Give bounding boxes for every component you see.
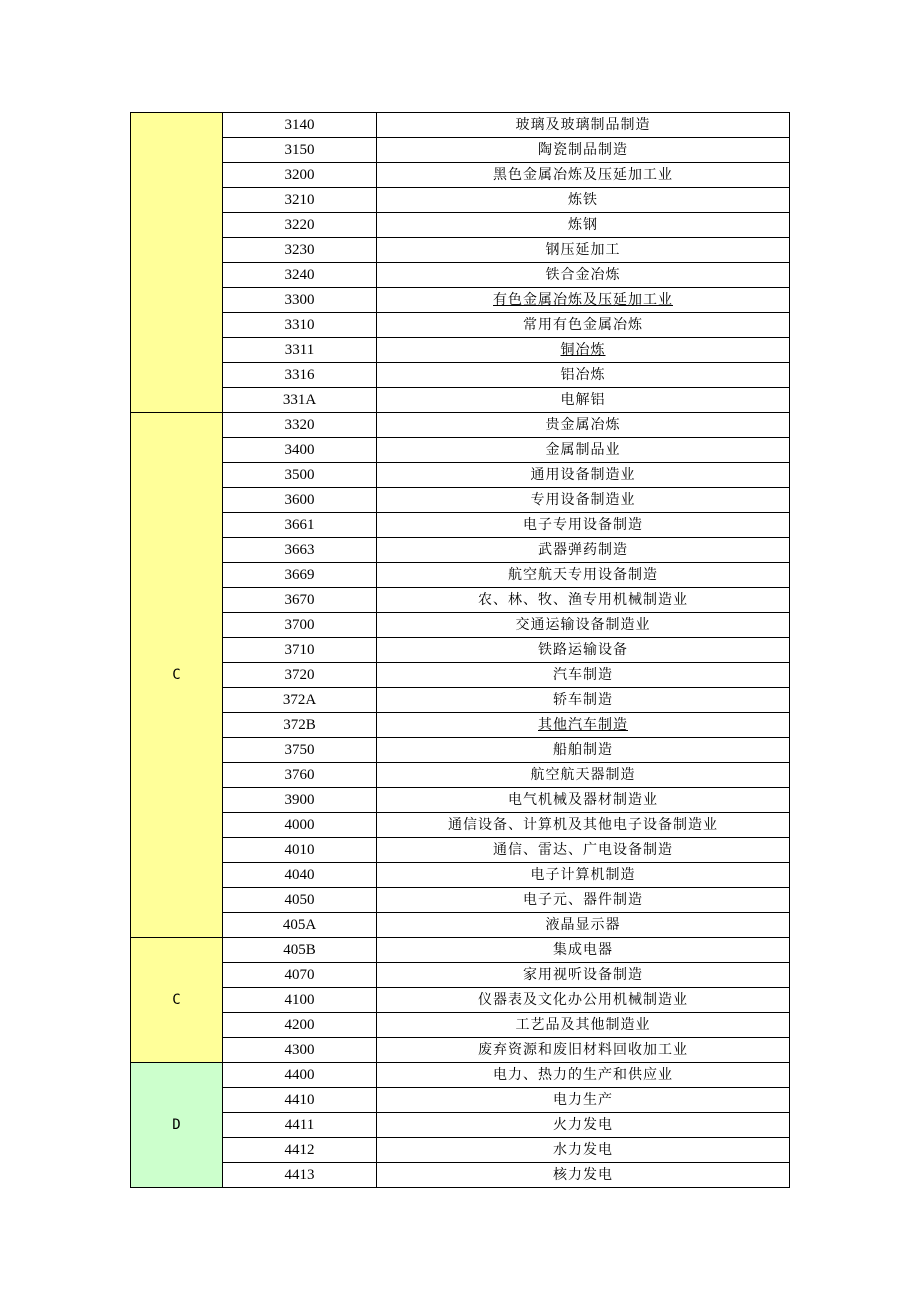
industry-code-cell: 405A: [223, 913, 377, 938]
industry-name-cell: [377, 213, 790, 238]
industry-name-text: 航空航天专用设备制造: [508, 567, 658, 583]
industry-name-cell: [377, 388, 790, 413]
industry-name-text: 航空航天器制造: [530, 767, 636, 783]
industry-name-cell: [377, 588, 790, 613]
industry-name-cell: [377, 1163, 790, 1188]
industry-code-cell: 3140: [223, 113, 377, 138]
table-row: [131, 613, 790, 638]
industry-code-cell: 4050: [223, 888, 377, 913]
industry-name-text: 钢压延加工: [545, 242, 621, 258]
industry-code-cell: 4200: [223, 1013, 377, 1038]
industry-name-cell: [377, 563, 790, 588]
industry-name-cell: [377, 963, 790, 988]
industry-name-text: 水力发电: [553, 1142, 613, 1158]
industry-name-text: 金属制品业: [545, 442, 621, 458]
industry-name-cell: [377, 113, 790, 138]
industry-name-cell: [377, 288, 790, 313]
industry-code-cell: 4400: [223, 1063, 377, 1088]
table-row: [131, 263, 790, 288]
table-row: [131, 413, 790, 438]
industry-name-text: 工艺品及其他制造业: [515, 1017, 651, 1033]
industry-name-cell: [377, 713, 790, 738]
industry-name-text: 汽车制造: [553, 667, 613, 683]
industry-name-cell: [377, 788, 790, 813]
industry-name-cell: [377, 138, 790, 163]
table-row: [131, 713, 790, 738]
industry-name-text: 通用设备制造业: [530, 467, 636, 483]
table-row: [131, 738, 790, 763]
industry-code-cell: 372B: [223, 713, 377, 738]
table-row: [131, 463, 790, 488]
industry-name-text: 船舶制造: [553, 742, 613, 758]
industry-name-cell: [377, 1013, 790, 1038]
industry-name-text: 电解铝: [560, 392, 606, 408]
industry-name-cell: [377, 1063, 790, 1088]
industry-name-cell: [377, 413, 790, 438]
industry-name-cell: [377, 938, 790, 963]
industry-code-cell: 4070: [223, 963, 377, 988]
industry-name-cell: [377, 1038, 790, 1063]
industry-name-text: 常用有色金属冶炼: [523, 317, 643, 333]
industry-name-cell: [377, 463, 790, 488]
industry-name-text: 电子专用设备制造: [523, 517, 643, 533]
industry-code-cell: 3669: [223, 563, 377, 588]
table-row: [131, 488, 790, 513]
industry-name-text: 核力发电: [553, 1167, 613, 1183]
industry-name-cell: [377, 838, 790, 863]
industry-code-cell: 4410: [223, 1088, 377, 1113]
industry-name-text: 农、林、牧、渔专用机械制造业: [478, 592, 688, 608]
industry-code-cell: 405B: [223, 938, 377, 963]
table-row: [131, 138, 790, 163]
table-row: [131, 1163, 790, 1188]
industry-name-cell: [377, 438, 790, 463]
table-row: [131, 163, 790, 188]
industry-code-cell: 3400: [223, 438, 377, 463]
industry-code-cell: 3240: [223, 263, 377, 288]
industry-name-text: 轿车制造: [553, 692, 613, 708]
industry-name-text: 玻璃及玻璃制品制造: [515, 117, 651, 133]
industry-name-cell: [377, 313, 790, 338]
industry-code-cell: 3320: [223, 413, 377, 438]
industry-code-cell: 3230: [223, 238, 377, 263]
section-category-cell: C: [131, 413, 223, 938]
table-row: [131, 388, 790, 413]
industry-code-cell: 3720: [223, 663, 377, 688]
table-row: [131, 1038, 790, 1063]
industry-name-text: 其他汽车制造: [538, 717, 628, 733]
industry-name-cell: [377, 763, 790, 788]
industry-name-text: 通信、雷达、广电设备制造: [493, 842, 673, 858]
table-row: [131, 938, 790, 963]
industry-name-cell: [377, 1113, 790, 1138]
industry-name-text: 电气机械及器材制造业: [508, 792, 658, 808]
industry-code-cell: 3500: [223, 463, 377, 488]
industry-name-cell: [377, 1138, 790, 1163]
section-category-cell: [131, 113, 223, 413]
industry-name-text: 电子元、器件制造: [523, 892, 643, 908]
industry-name-text: 液晶显示器: [545, 917, 621, 933]
industry-code-cell: 3210: [223, 188, 377, 213]
industry-name-cell: [377, 488, 790, 513]
industry-name-text: 交通运输设备制造业: [515, 617, 651, 633]
industry-name-text: 炼铁: [568, 192, 598, 208]
industry-code-cell: 3670: [223, 588, 377, 613]
industry-name-text: 铜冶炼: [560, 342, 606, 358]
industry-code-cell: 4300: [223, 1038, 377, 1063]
industry-name-text: 贵金属冶炼: [545, 417, 621, 433]
table-row: [131, 813, 790, 838]
table-row: [131, 863, 790, 888]
industry-name-cell: [377, 688, 790, 713]
table-row: [131, 213, 790, 238]
industry-name-cell: [377, 638, 790, 663]
section-category-cell: D: [131, 1063, 223, 1188]
table-row: [131, 363, 790, 388]
table-row: [131, 913, 790, 938]
industry-code-cell: 3220: [223, 213, 377, 238]
industry-code-cell: 3150: [223, 138, 377, 163]
table-body: [131, 113, 790, 1188]
industry-code-cell: 3710: [223, 638, 377, 663]
industry-code-cell: 4412: [223, 1138, 377, 1163]
industry-name-cell: [377, 513, 790, 538]
industry-name-cell: [377, 663, 790, 688]
industry-code-cell: 3311: [223, 338, 377, 363]
industry-code-cell: 3310: [223, 313, 377, 338]
industry-name-cell: [377, 363, 790, 388]
industry-code-cell: 4010: [223, 838, 377, 863]
table-row: [131, 1138, 790, 1163]
industry-name-text: 铝冶炼: [560, 367, 606, 383]
table-row: [131, 588, 790, 613]
industry-name-text: 专用设备制造业: [530, 492, 636, 508]
industry-name-text: 电力、热力的生产和供应业: [493, 1067, 673, 1083]
table-row: [131, 113, 790, 138]
industry-code-cell: 3900: [223, 788, 377, 813]
industry-name-text: 电力生产: [553, 1092, 613, 1108]
table-row: [131, 313, 790, 338]
table-row: [131, 688, 790, 713]
table-row: [131, 1113, 790, 1138]
table-row: [131, 788, 790, 813]
table-row: [131, 988, 790, 1013]
industry-name-cell: [377, 863, 790, 888]
section-category-cell: C: [131, 938, 223, 1063]
table-row: [131, 538, 790, 563]
industry-name-cell: [377, 813, 790, 838]
industry-name-cell: [377, 913, 790, 938]
industry-name-text: 废弃资源和废旧材料回收加工业: [478, 1042, 688, 1058]
industry-code-cell: 3760: [223, 763, 377, 788]
industry-code-cell: 3700: [223, 613, 377, 638]
industry-name-text: 火力发电: [553, 1117, 613, 1133]
table-row: [131, 963, 790, 988]
industry-code-cell: 3750: [223, 738, 377, 763]
industry-name-cell: [377, 338, 790, 363]
industry-code-cell: 4040: [223, 863, 377, 888]
table-row: [131, 663, 790, 688]
industry-name-cell: [377, 1088, 790, 1113]
industry-name-text: 集成电器: [553, 942, 613, 958]
industry-code-cell: 3300: [223, 288, 377, 313]
table-row: [131, 288, 790, 313]
table-row: [131, 238, 790, 263]
industry-code-cell: 4411: [223, 1113, 377, 1138]
industry-code-cell: 3600: [223, 488, 377, 513]
table-row: [131, 888, 790, 913]
industry-name-text: 黑色金属冶炼及压延加工业: [493, 167, 673, 183]
industry-code-cell: 4100: [223, 988, 377, 1013]
industry-name-text: 仪器表及文化办公用机械制造业: [478, 992, 688, 1008]
industry-name-text: 武器弹药制造: [538, 542, 628, 558]
industry-name-cell: [377, 188, 790, 213]
industry-name-cell: [377, 163, 790, 188]
table-row: [131, 1088, 790, 1113]
industry-code-cell: 3661: [223, 513, 377, 538]
industry-name-cell: [377, 263, 790, 288]
table-row: [131, 563, 790, 588]
industry-name-text: 炼钢: [568, 217, 598, 233]
industry-name-text: 铁路运输设备: [538, 642, 628, 658]
table-row: [131, 1013, 790, 1038]
industry-code-cell: 3316: [223, 363, 377, 388]
industry-name-text: 陶瓷制品制造: [538, 142, 628, 158]
industry-name-cell: [377, 888, 790, 913]
table-row: [131, 513, 790, 538]
table-row: [131, 438, 790, 463]
table-row: [131, 838, 790, 863]
industry-code-cell: 4413: [223, 1163, 377, 1188]
industry-name-cell: [377, 238, 790, 263]
industry-name-text: 有色金属冶炼及压延加工业: [493, 292, 673, 308]
industry-code-table: [130, 112, 790, 1188]
industry-name-text: 电子计算机制造: [530, 867, 636, 883]
industry-code-cell: 4000: [223, 813, 377, 838]
industry-code-cell: 372A: [223, 688, 377, 713]
industry-code-cell: 3200: [223, 163, 377, 188]
industry-name-cell: [377, 613, 790, 638]
table-row: [131, 338, 790, 363]
industry-code-cell: 331A: [223, 388, 377, 413]
industry-name-cell: [377, 988, 790, 1013]
table-row: [131, 188, 790, 213]
table-row: [131, 638, 790, 663]
industry-name-text: 铁合金冶炼: [545, 267, 621, 283]
table-row: [131, 763, 790, 788]
industry-code-cell: 3663: [223, 538, 377, 563]
table-row: [131, 1063, 790, 1088]
industry-name-cell: [377, 538, 790, 563]
industry-name-text: 家用视听设备制造: [523, 967, 643, 983]
industry-name-text: 通信设备、计算机及其他电子设备制造业: [448, 817, 718, 833]
industry-name-cell: [377, 738, 790, 763]
